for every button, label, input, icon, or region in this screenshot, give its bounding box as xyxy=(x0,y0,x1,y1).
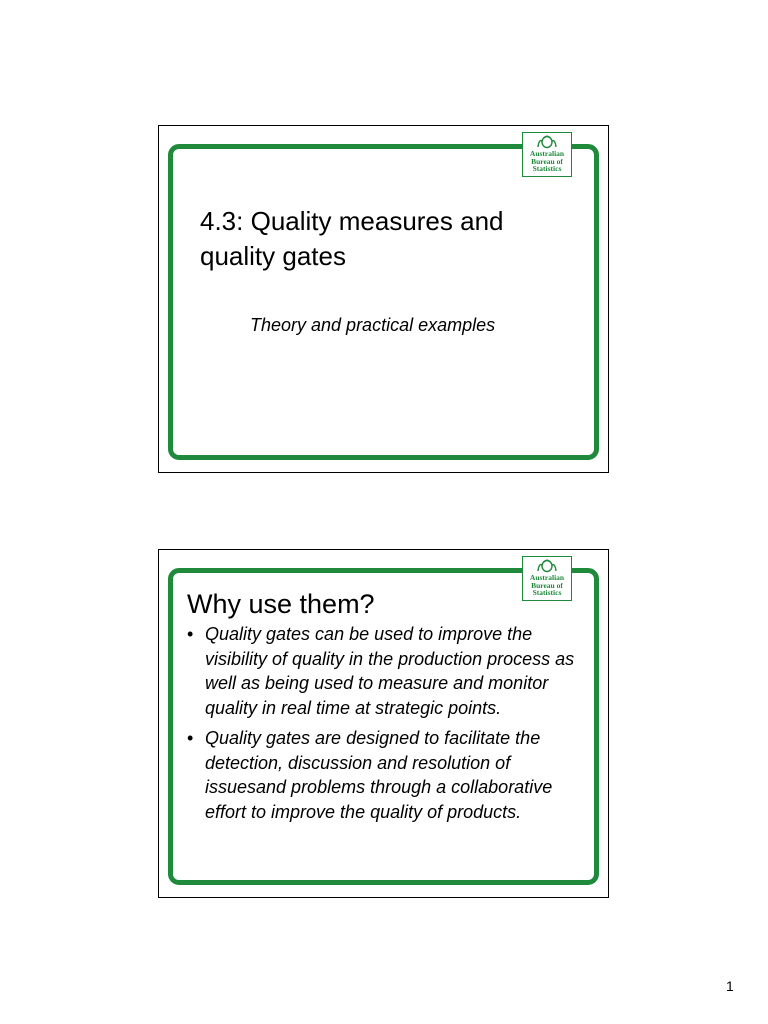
bullet-icon: • xyxy=(187,624,194,644)
coat-of-arms-icon xyxy=(536,559,558,573)
slide-1 xyxy=(158,125,609,473)
slide-title: 4.3: Quality measures and quality gates xyxy=(200,206,504,271)
coat-of-arms-icon xyxy=(536,135,558,149)
bullet-text: Quality gates can be used to improve the visibility of quality in the production process as well as being used to measure and monitor quality in real time at strategic points. xyxy=(205,624,575,718)
logo-text: Australian Bureau of Statistics xyxy=(529,149,565,173)
logo-text: Australian Bureau of Statistics xyxy=(529,573,565,597)
slide-2 xyxy=(158,549,609,898)
slide-heading: Why use them? xyxy=(187,589,375,619)
slide-frame xyxy=(168,144,599,460)
bullet-list xyxy=(187,622,592,830)
abs-logo xyxy=(522,132,572,177)
bullet-item xyxy=(187,726,592,824)
bullet-text: Quality gates are designed to facilitate the detection, discussion and resolution of issuesand problems through a collaborative effort to improve the quality of products. xyxy=(205,728,553,822)
page-number: 1 xyxy=(726,978,734,994)
slide-subtitle: Theory and practical examples xyxy=(250,315,496,335)
bullet-icon: • xyxy=(187,728,194,748)
bullet-item xyxy=(187,622,592,720)
abs-logo xyxy=(522,556,572,601)
